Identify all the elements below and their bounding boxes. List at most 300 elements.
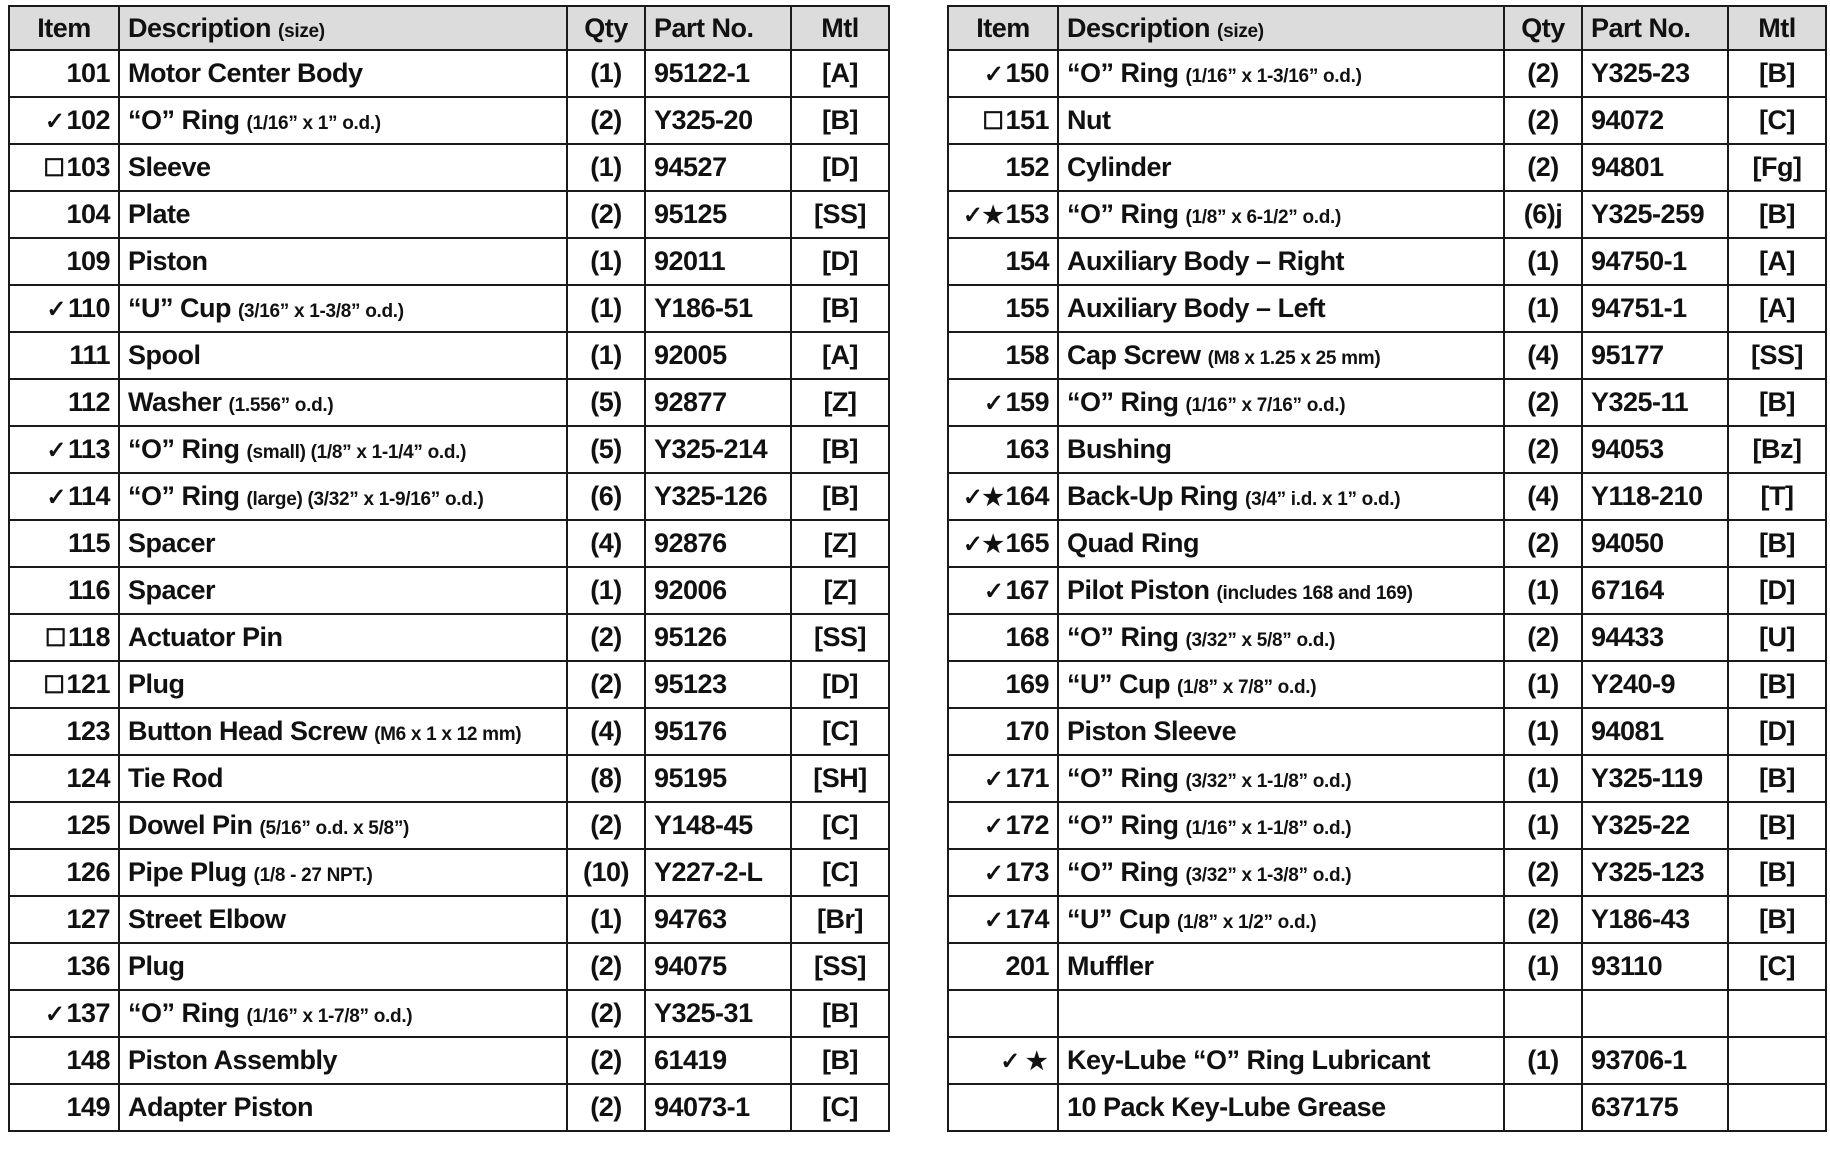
part-number-cell: 95122-1 xyxy=(645,50,791,97)
item-number: 158 xyxy=(1005,340,1049,370)
table-row xyxy=(948,567,1826,614)
material-cell: [SS] xyxy=(1728,332,1826,379)
description-text: “O” Ring xyxy=(128,481,240,511)
replacement-mark-icon: ✓★ xyxy=(962,202,1004,229)
description-cell xyxy=(1058,567,1504,614)
parts-table-right-body xyxy=(948,50,1826,1131)
item-number: 165 xyxy=(1005,528,1049,558)
qty-cell: (2) xyxy=(1504,426,1582,473)
description-text: Adapter Piston xyxy=(128,1092,314,1122)
item-cell xyxy=(948,426,1058,473)
item-number: 172 xyxy=(1005,810,1049,840)
table-row xyxy=(9,755,889,802)
qty-cell: (2) xyxy=(1504,379,1582,426)
item-cell xyxy=(9,1037,119,1084)
description-cell xyxy=(119,1084,567,1131)
qty-cell: (10) xyxy=(567,849,645,896)
part-number-cell: 94751-1 xyxy=(1582,285,1728,332)
description-cell xyxy=(119,379,567,426)
item-cell xyxy=(948,285,1058,332)
item-number: 109 xyxy=(66,246,110,276)
description-cell xyxy=(1058,144,1504,191)
material-cell: [B] xyxy=(1728,520,1826,567)
qty-cell: (2) xyxy=(567,614,645,661)
table-row xyxy=(9,473,889,520)
qty-cell: (2) xyxy=(1504,896,1582,943)
description-text: Bushing xyxy=(1067,434,1172,464)
description-cell xyxy=(1058,97,1504,144)
part-number-cell: 94801 xyxy=(1582,144,1728,191)
description-text: Plug xyxy=(128,669,185,699)
item-number: 118 xyxy=(67,622,110,652)
header-description-label: Description xyxy=(128,12,272,43)
item-cell xyxy=(948,97,1058,144)
replacement-mark-icon: ✓ xyxy=(44,108,65,135)
material-cell: [B] xyxy=(791,97,889,144)
table-row xyxy=(9,990,889,1037)
size-text: (1/8 - 27 NPT.) xyxy=(253,865,373,886)
description-text: “U” Cup xyxy=(1067,669,1170,699)
material-cell: [Z] xyxy=(791,520,889,567)
description-cell xyxy=(119,708,567,755)
material-cell: [D] xyxy=(791,661,889,708)
size-text: (1/16” x 1-3/16” o.d.) xyxy=(1185,66,1362,87)
qty-cell: (1) xyxy=(1504,1037,1582,1084)
table-row xyxy=(948,50,1826,97)
description-text: 10 Pack Key-Lube Grease xyxy=(1067,1092,1386,1122)
table-row xyxy=(948,97,1826,144)
part-number-cell: 67164 xyxy=(1582,567,1728,614)
item-cell xyxy=(948,755,1058,802)
part-number-cell: 95176 xyxy=(645,708,791,755)
material-cell: [B] xyxy=(1728,849,1826,896)
part-number-cell: Y148-45 xyxy=(645,802,791,849)
description-text: Piston Assembly xyxy=(128,1045,338,1075)
size-text: (1/16” x 7/16” o.d.) xyxy=(1185,395,1346,416)
table-row xyxy=(948,896,1826,943)
description-text: “O” Ring xyxy=(1067,810,1179,840)
table-row xyxy=(9,802,889,849)
table-row xyxy=(9,896,889,943)
material-cell: [A] xyxy=(791,50,889,97)
qty-cell: (8) xyxy=(567,755,645,802)
replacement-mark-icon: ✓ xyxy=(983,813,1004,840)
description-cell xyxy=(119,755,567,802)
item-cell xyxy=(9,50,119,97)
part-number-cell: Y325-123 xyxy=(1582,849,1728,896)
qty-cell: (2) xyxy=(567,943,645,990)
table-row xyxy=(9,943,889,990)
item-number: 115 xyxy=(67,528,110,558)
header-mtl: Mtl xyxy=(1728,6,1826,50)
item-number: 123 xyxy=(66,716,110,746)
part-number-cell: 92877 xyxy=(645,379,791,426)
description-cell xyxy=(1058,849,1504,896)
item-cell xyxy=(9,708,119,755)
replacement-mark-icon: ☐ xyxy=(44,625,66,652)
item-cell xyxy=(9,943,119,990)
material-cell xyxy=(1728,1084,1826,1131)
item-number: 136 xyxy=(66,951,110,981)
item-number: 150 xyxy=(1005,58,1049,88)
part-number-cell: Y325-119 xyxy=(1582,755,1728,802)
table-row xyxy=(9,567,889,614)
qty-cell: (2) xyxy=(1504,614,1582,661)
qty-cell: (4) xyxy=(1504,473,1582,520)
description-text: Auxiliary Body – Right xyxy=(1067,246,1345,276)
parts-table-left-body xyxy=(9,50,889,1131)
description-cell xyxy=(1058,990,1504,1037)
description-text: “U” Cup xyxy=(128,293,231,323)
header-row xyxy=(9,6,889,50)
part-number-cell: 95177 xyxy=(1582,332,1728,379)
parts-table-left xyxy=(8,5,890,1132)
size-text: (3/4” i.d. x 1” o.d.) xyxy=(1245,489,1401,510)
replacement-mark-icon: ✓ xyxy=(983,766,1004,793)
description-text: Spool xyxy=(128,340,201,370)
description-text: “O” Ring xyxy=(1067,387,1179,417)
description-text: Back-Up Ring xyxy=(1067,481,1239,511)
description-cell xyxy=(119,661,567,708)
description-cell xyxy=(1058,285,1504,332)
part-number-cell: Y186-43 xyxy=(1582,896,1728,943)
qty-cell: (1) xyxy=(1504,802,1582,849)
description-cell xyxy=(119,473,567,520)
table-row xyxy=(948,661,1826,708)
material-cell: [D] xyxy=(1728,567,1826,614)
description-text: Plug xyxy=(128,951,185,981)
qty-cell: (2) xyxy=(1504,50,1582,97)
material-cell: [B] xyxy=(791,426,889,473)
table-row xyxy=(948,943,1826,990)
table-row xyxy=(9,332,889,379)
item-cell xyxy=(948,896,1058,943)
item-cell xyxy=(9,238,119,285)
description-cell xyxy=(119,1037,567,1084)
table-row xyxy=(9,1037,889,1084)
table-row xyxy=(948,426,1826,473)
part-number-cell: Y325-214 xyxy=(645,426,791,473)
description-text: Sleeve xyxy=(128,152,211,182)
description-cell xyxy=(119,990,567,1037)
header-item: Item xyxy=(9,6,119,50)
description-cell xyxy=(1058,1084,1504,1131)
part-number-cell: 94073-1 xyxy=(645,1084,791,1131)
part-number-cell: 95125 xyxy=(645,191,791,238)
description-cell xyxy=(1058,896,1504,943)
table-row xyxy=(948,849,1826,896)
replacement-mark-icon: ✓ xyxy=(46,484,66,511)
item-number: 154 xyxy=(1005,246,1049,276)
replacement-mark-icon: ✓ xyxy=(983,578,1004,605)
part-number-cell: 94050 xyxy=(1582,520,1728,567)
description-text: “O” Ring xyxy=(1067,199,1179,229)
part-number-cell: 61419 xyxy=(645,1037,791,1084)
item-number: 101 xyxy=(66,58,110,88)
replacement-mark-icon: ✓ ★ xyxy=(1000,1048,1047,1075)
description-cell xyxy=(119,50,567,97)
item-cell xyxy=(948,708,1058,755)
description-cell xyxy=(1058,426,1504,473)
material-cell: [B] xyxy=(791,285,889,332)
header-qty: Qty xyxy=(567,6,645,50)
size-text: (1/16” x 1-1/8” o.d.) xyxy=(1185,818,1352,839)
table-row xyxy=(9,238,889,285)
part-number-cell: Y325-11 xyxy=(1582,379,1728,426)
qty-cell xyxy=(1504,990,1582,1037)
description-text: Button Head Screw xyxy=(128,716,368,746)
qty-cell: (1) xyxy=(1504,238,1582,285)
description-text: Spacer xyxy=(128,528,216,558)
header-size-label: (size) xyxy=(1217,20,1264,42)
description-cell xyxy=(119,943,567,990)
description-cell xyxy=(1058,379,1504,426)
part-number-cell: 92006 xyxy=(645,567,791,614)
item-cell xyxy=(948,614,1058,661)
description-text: Piston xyxy=(128,246,208,276)
table-row xyxy=(9,661,889,708)
qty-cell: (5) xyxy=(567,426,645,473)
item-number: 110 xyxy=(67,293,110,323)
table-row xyxy=(9,97,889,144)
table-row xyxy=(948,1037,1826,1084)
replacement-mark-icon: ☐ xyxy=(43,155,65,182)
description-cell xyxy=(119,567,567,614)
material-cell: [D] xyxy=(791,144,889,191)
description-cell xyxy=(1058,802,1504,849)
material-cell: [Fg] xyxy=(1728,144,1826,191)
description-cell xyxy=(1058,332,1504,379)
size-text: (3/32” x 1-1/8” o.d.) xyxy=(1185,771,1352,792)
item-cell xyxy=(9,332,119,379)
replacement-mark-icon: ✓★ xyxy=(962,484,1004,511)
material-cell: [Z] xyxy=(791,379,889,426)
part-number-cell: Y325-23 xyxy=(1582,50,1728,97)
table-row xyxy=(948,379,1826,426)
item-cell xyxy=(9,1084,119,1131)
item-number: 167 xyxy=(1005,575,1049,605)
item-number: 148 xyxy=(66,1045,110,1075)
material-cell: [C] xyxy=(791,1084,889,1131)
size-text: (large) (3/32” x 1-9/16” o.d.) xyxy=(246,489,484,510)
description-cell xyxy=(1058,238,1504,285)
description-text: Plate xyxy=(128,199,191,229)
size-text: (1/16” x 1” o.d.) xyxy=(246,113,381,134)
item-cell xyxy=(948,520,1058,567)
item-number: 103 xyxy=(66,152,110,182)
replacement-mark-icon: ✓ xyxy=(983,390,1004,417)
part-number-cell: Y325-22 xyxy=(1582,802,1728,849)
qty-cell: (2) xyxy=(567,97,645,144)
item-cell xyxy=(9,802,119,849)
material-cell: [B] xyxy=(1728,379,1826,426)
material-cell: [U] xyxy=(1728,614,1826,661)
item-number: 125 xyxy=(66,810,110,840)
item-number: 155 xyxy=(1005,293,1049,323)
item-number: 102 xyxy=(66,105,110,135)
size-text: (includes 168 and 169) xyxy=(1216,583,1413,604)
item-cell xyxy=(948,379,1058,426)
part-number-cell: Y227-2-L xyxy=(645,849,791,896)
table-row xyxy=(9,379,889,426)
item-cell xyxy=(9,614,119,661)
replacement-mark-icon: ✓ xyxy=(983,860,1004,887)
part-number-cell: 95123 xyxy=(645,661,791,708)
table-row xyxy=(948,1084,1826,1131)
description-text: Dowel Pin xyxy=(128,810,253,840)
description-cell xyxy=(1058,50,1504,97)
material-cell: [B] xyxy=(1728,896,1826,943)
table-row xyxy=(9,50,889,97)
table-row xyxy=(9,144,889,191)
description-text: Pipe Plug xyxy=(128,857,247,887)
description-text: Motor Center Body xyxy=(128,58,363,88)
description-cell xyxy=(1058,1037,1504,1084)
table-row xyxy=(9,426,889,473)
replacement-mark-icon: ☐ xyxy=(982,108,1004,135)
item-number: 159 xyxy=(1005,387,1049,417)
qty-cell: (4) xyxy=(567,520,645,567)
material-cell: [B] xyxy=(1728,802,1826,849)
part-number-cell xyxy=(1582,990,1728,1037)
table-row xyxy=(948,332,1826,379)
item-cell xyxy=(9,755,119,802)
item-number: 116 xyxy=(67,575,110,605)
description-text: “O” Ring xyxy=(1067,857,1179,887)
description-cell xyxy=(119,426,567,473)
size-text: (1/8” x 6-1/2” o.d.) xyxy=(1185,207,1342,228)
item-cell xyxy=(948,50,1058,97)
qty-cell: (1) xyxy=(1504,755,1582,802)
table-row xyxy=(948,238,1826,285)
qty-cell: (1) xyxy=(1504,708,1582,755)
item-number: 112 xyxy=(67,387,110,417)
replacement-mark-icon: ✓ xyxy=(46,296,66,323)
item-cell xyxy=(9,426,119,473)
header-description xyxy=(119,6,567,50)
item-number: 152 xyxy=(1005,152,1049,182)
part-number-cell: 92011 xyxy=(645,238,791,285)
item-cell xyxy=(948,1037,1058,1084)
item-cell xyxy=(948,238,1058,285)
description-cell xyxy=(119,332,567,379)
item-cell xyxy=(9,379,119,426)
qty-cell: (1) xyxy=(567,50,645,97)
item-number: 127 xyxy=(66,904,110,934)
parts-table-right xyxy=(947,5,1827,1132)
item-number: 171 xyxy=(1005,763,1049,793)
replacement-mark-icon: ✓ xyxy=(983,907,1004,934)
part-number-cell: 94072 xyxy=(1582,97,1728,144)
header-description xyxy=(1058,6,1504,50)
material-cell: [C] xyxy=(1728,97,1826,144)
qty-cell: (2) xyxy=(567,191,645,238)
table-row xyxy=(948,473,1826,520)
table-row xyxy=(948,614,1826,661)
description-cell xyxy=(119,238,567,285)
material-cell: [B] xyxy=(1728,661,1826,708)
item-cell xyxy=(948,567,1058,614)
qty-cell: (2) xyxy=(567,990,645,1037)
qty-cell: (1) xyxy=(1504,943,1582,990)
qty-cell: (1) xyxy=(567,567,645,614)
description-text: Quad Ring xyxy=(1067,528,1199,558)
table-row xyxy=(948,755,1826,802)
header-part-no: Part No. xyxy=(1582,6,1728,50)
qty-cell: (6) xyxy=(567,473,645,520)
description-cell xyxy=(1058,661,1504,708)
part-number-cell: 93706-1 xyxy=(1582,1037,1728,1084)
part-number-cell: 94075 xyxy=(645,943,791,990)
item-number: 169 xyxy=(1005,669,1049,699)
item-cell xyxy=(9,285,119,332)
replacement-mark-icon: ☐ xyxy=(43,672,65,699)
part-number-cell: 95195 xyxy=(645,755,791,802)
item-cell xyxy=(948,473,1058,520)
material-cell: [B] xyxy=(791,473,889,520)
description-cell xyxy=(1058,755,1504,802)
qty-cell: (2) xyxy=(1504,849,1582,896)
table-row xyxy=(9,1084,889,1131)
part-number-cell: 95126 xyxy=(645,614,791,661)
item-cell xyxy=(9,849,119,896)
item-cell xyxy=(9,191,119,238)
item-number: 153 xyxy=(1005,199,1049,229)
description-cell xyxy=(1058,191,1504,238)
part-number-cell: Y240-9 xyxy=(1582,661,1728,708)
header-part-no: Part No. xyxy=(645,6,791,50)
item-cell xyxy=(9,520,119,567)
item-cell xyxy=(9,567,119,614)
description-text: “O” Ring xyxy=(1067,58,1179,88)
item-cell xyxy=(948,943,1058,990)
table-row xyxy=(948,990,1826,1037)
part-number-cell: 94763 xyxy=(645,896,791,943)
item-number: 164 xyxy=(1005,481,1049,511)
description-cell xyxy=(119,144,567,191)
item-cell xyxy=(948,661,1058,708)
material-cell: [B] xyxy=(1728,755,1826,802)
size-text: (5/16” o.d. x 5/8”) xyxy=(259,818,410,839)
material-cell: [B] xyxy=(791,990,889,1037)
item-number: 111 xyxy=(69,340,110,370)
table-row xyxy=(9,708,889,755)
replacement-mark-icon: ✓ xyxy=(46,437,66,464)
table-row xyxy=(9,520,889,567)
item-cell xyxy=(9,97,119,144)
material-cell: [B] xyxy=(791,1037,889,1084)
header-size-label: (size) xyxy=(278,20,325,42)
qty-cell: (2) xyxy=(567,1084,645,1131)
size-text: (1.556” o.d.) xyxy=(228,395,334,416)
description-text: “O” Ring xyxy=(128,105,240,135)
description-text: Nut xyxy=(1067,105,1111,135)
material-cell: [C] xyxy=(791,708,889,755)
description-cell xyxy=(119,97,567,144)
qty-cell: (4) xyxy=(1504,332,1582,379)
table-row xyxy=(948,520,1826,567)
replacement-mark-icon: ✓★ xyxy=(962,531,1004,558)
table-row xyxy=(948,708,1826,755)
qty-cell: (2) xyxy=(567,1037,645,1084)
description-text: Spacer xyxy=(128,575,216,605)
qty-cell: (2) xyxy=(1504,97,1582,144)
description-text: Key-Lube “O” Ring Lubricant xyxy=(1067,1045,1431,1075)
part-number-cell: 92005 xyxy=(645,332,791,379)
item-number: 151 xyxy=(1005,105,1049,135)
item-number: 163 xyxy=(1005,434,1049,464)
material-cell: [A] xyxy=(1728,285,1826,332)
